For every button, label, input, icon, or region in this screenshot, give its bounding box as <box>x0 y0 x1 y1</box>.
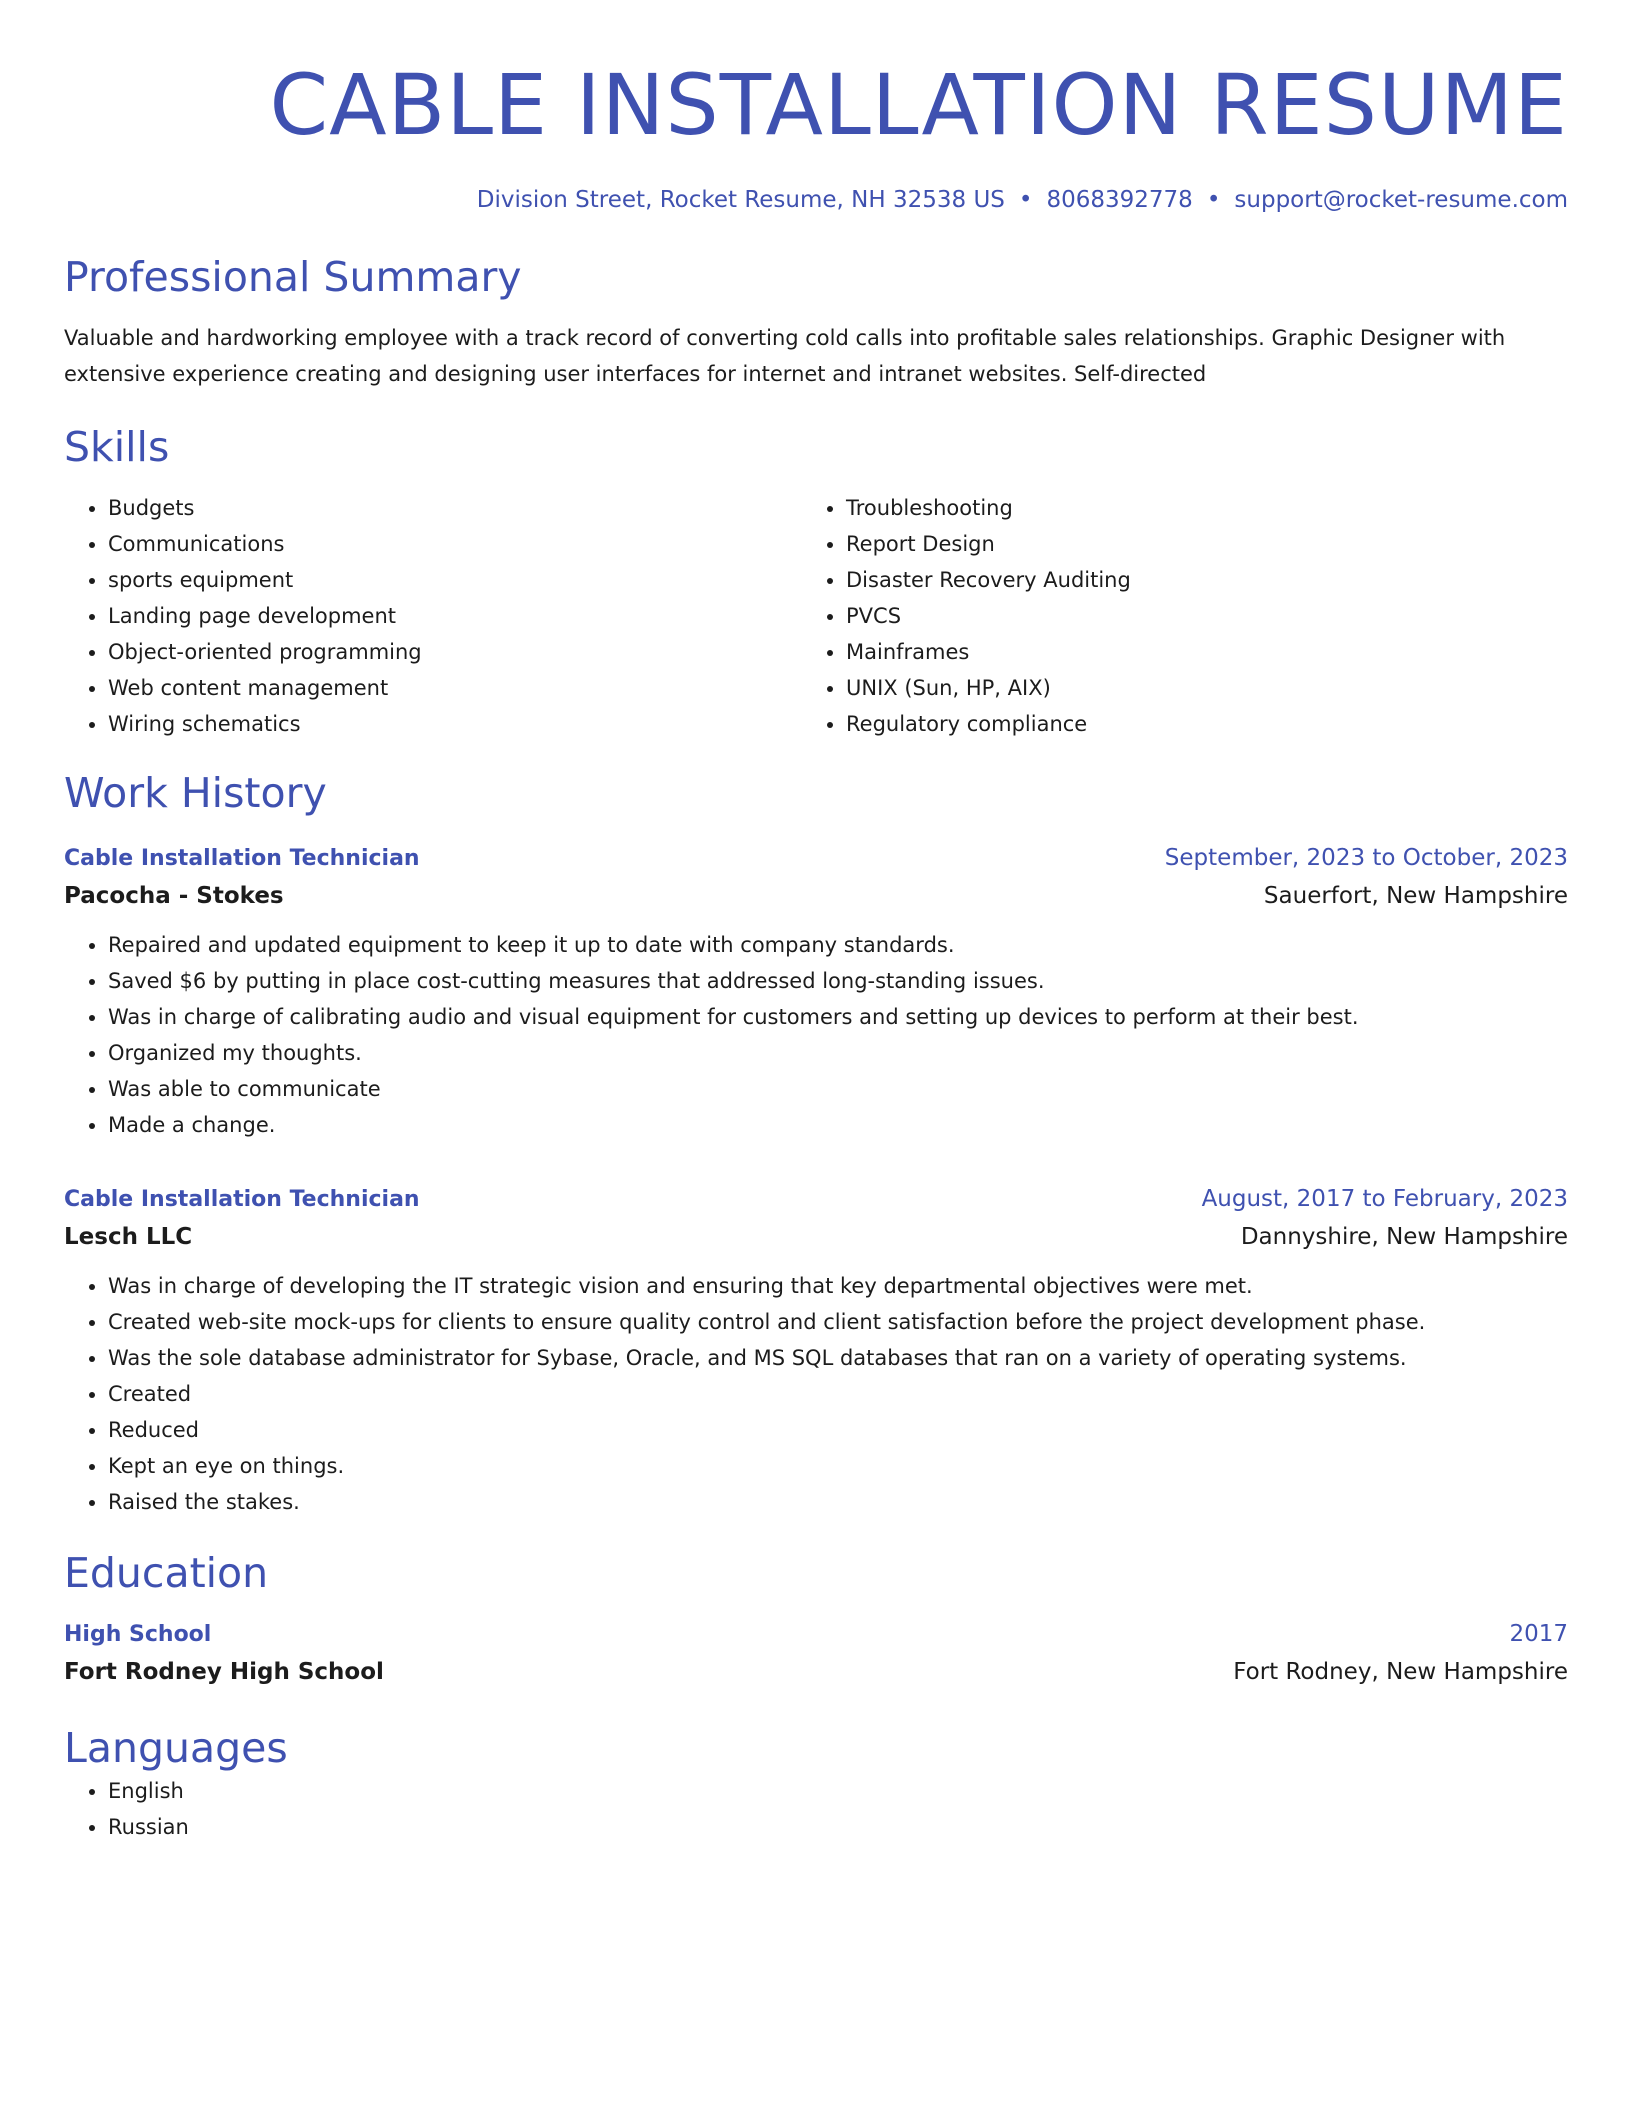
job-bullets <box>64 927 1568 1143</box>
language-item: • Russian <box>108 1809 1568 1845</box>
contact-separator: • <box>1018 187 1033 213</box>
skill-item: • Regulatory compliance <box>846 706 1540 742</box>
skill-item: • Landing page development <box>108 598 802 634</box>
job-bullet: • Made a change. <box>108 1107 1568 1143</box>
skill-item: • Wiring schematics <box>108 706 802 742</box>
skill-item: • Mainframes <box>846 634 1540 670</box>
education-heading: Education <box>64 1549 269 1597</box>
job-role: Cable Installation Technician <box>64 846 420 871</box>
job-bullet: • Was in charge of calibrating audio and visual equipment for customers and setting up devices to perform at their best. <box>108 999 1568 1035</box>
job-bullet: • Created web-site mock-ups for clients to ensure quality control and client satisfaction before the project development phase. <box>108 1304 1568 1340</box>
skills-column-right <box>802 490 1540 742</box>
job-location: Dannyshire, New Hampshire <box>1240 1224 1568 1250</box>
skills-grid <box>64 490 1568 742</box>
languages-list <box>64 1773 1568 1845</box>
skills-column-left <box>64 490 802 742</box>
job-entry <box>64 1181 1568 1520</box>
job-company: Lesch LLC <box>64 1224 193 1250</box>
skill-item: • Report Design <box>846 526 1540 562</box>
skill-item: • Disaster Recovery Auditing <box>846 562 1540 598</box>
job-bullets <box>64 1268 1568 1520</box>
job-location: Sauerfort, New Hampshire <box>1263 883 1568 909</box>
languages-heading: Languages <box>64 1724 288 1772</box>
skill-item: • UNIX (Sun, HP, AIX) <box>846 670 1540 706</box>
job-bullet: • Repaired and updated equipment to keep it up to date with company standards. <box>108 927 1568 963</box>
job-bullet: • Created <box>108 1376 1568 1412</box>
work-history-heading: Work History <box>64 769 327 817</box>
skill-item: • sports equipment <box>108 562 802 598</box>
contact-email[interactable]: support@rocket-resume.com <box>1234 187 1568 213</box>
job-bullet: • Kept an eye on things. <box>108 1448 1568 1484</box>
job-role: Cable Installation Technician <box>64 1187 420 1212</box>
job-bullet: • Was the sole database administrator for Sybase, Oracle, and MS SQL databases that ran on a variety of operating systems. <box>108 1340 1568 1376</box>
contact-separator: • <box>1206 187 1221 213</box>
job-bullet: • Organized my thoughts. <box>108 1035 1568 1071</box>
skill-item: • Budgets <box>108 490 802 526</box>
job-bullet: • Was in charge of developing the IT strategic vision and ensuring that key departmental objectives were met. <box>108 1268 1568 1304</box>
job-bullet: • Reduced <box>108 1412 1568 1448</box>
job-company: Pacocha - Stokes <box>64 883 284 909</box>
education-entry <box>64 1616 1568 1691</box>
resume-header <box>64 0 1568 216</box>
contact-phone[interactable]: 8068392778 <box>1046 187 1193 213</box>
job-bullet: • Saved $6 by putting in place cost-cutting measures that addressed long-standing issues. <box>108 963 1568 999</box>
education-degree: High School <box>64 1622 212 1647</box>
language-item: • English <box>108 1773 1568 1809</box>
job-bullet: • Raised the stakes. <box>108 1484 1568 1520</box>
skill-item: • Communications <box>108 526 802 562</box>
skill-item: • Troubleshooting <box>846 490 1540 526</box>
contact-address: Division Street, Rocket Resume, NH 32538 US <box>476 187 1005 213</box>
education-location: Fort Rodney, New Hampshire <box>1233 1659 1568 1685</box>
job-bullet: • Was able to communicate <box>108 1071 1568 1107</box>
skill-item: • Web content management <box>108 670 802 706</box>
job-dates: September, 2023 to October, 2023 <box>1164 845 1568 871</box>
skill-item: • Object-oriented programming <box>108 634 802 670</box>
skill-item: • PVCS <box>846 598 1540 634</box>
summary-text: Valuable and hardworking employee with a track record of converting cold calls into profitable sales relationships. Graphic Designer with extensive experience creating and designing user interfaces for internet and intranet websites. Self-directed <box>64 326 1506 386</box>
summary-heading: Professional Summary <box>64 253 522 301</box>
education-year: 2017 <box>1509 1621 1568 1647</box>
job-dates: August, 2017 to February, 2023 <box>1201 1186 1568 1212</box>
resume-title: CABLE INSTALLATION RESUME <box>269 56 1568 154</box>
education-school: Fort Rodney High School <box>64 1659 384 1685</box>
contact-line <box>64 184 1568 216</box>
job-entry <box>64 840 1568 1143</box>
skills-heading: Skills <box>64 423 170 471</box>
